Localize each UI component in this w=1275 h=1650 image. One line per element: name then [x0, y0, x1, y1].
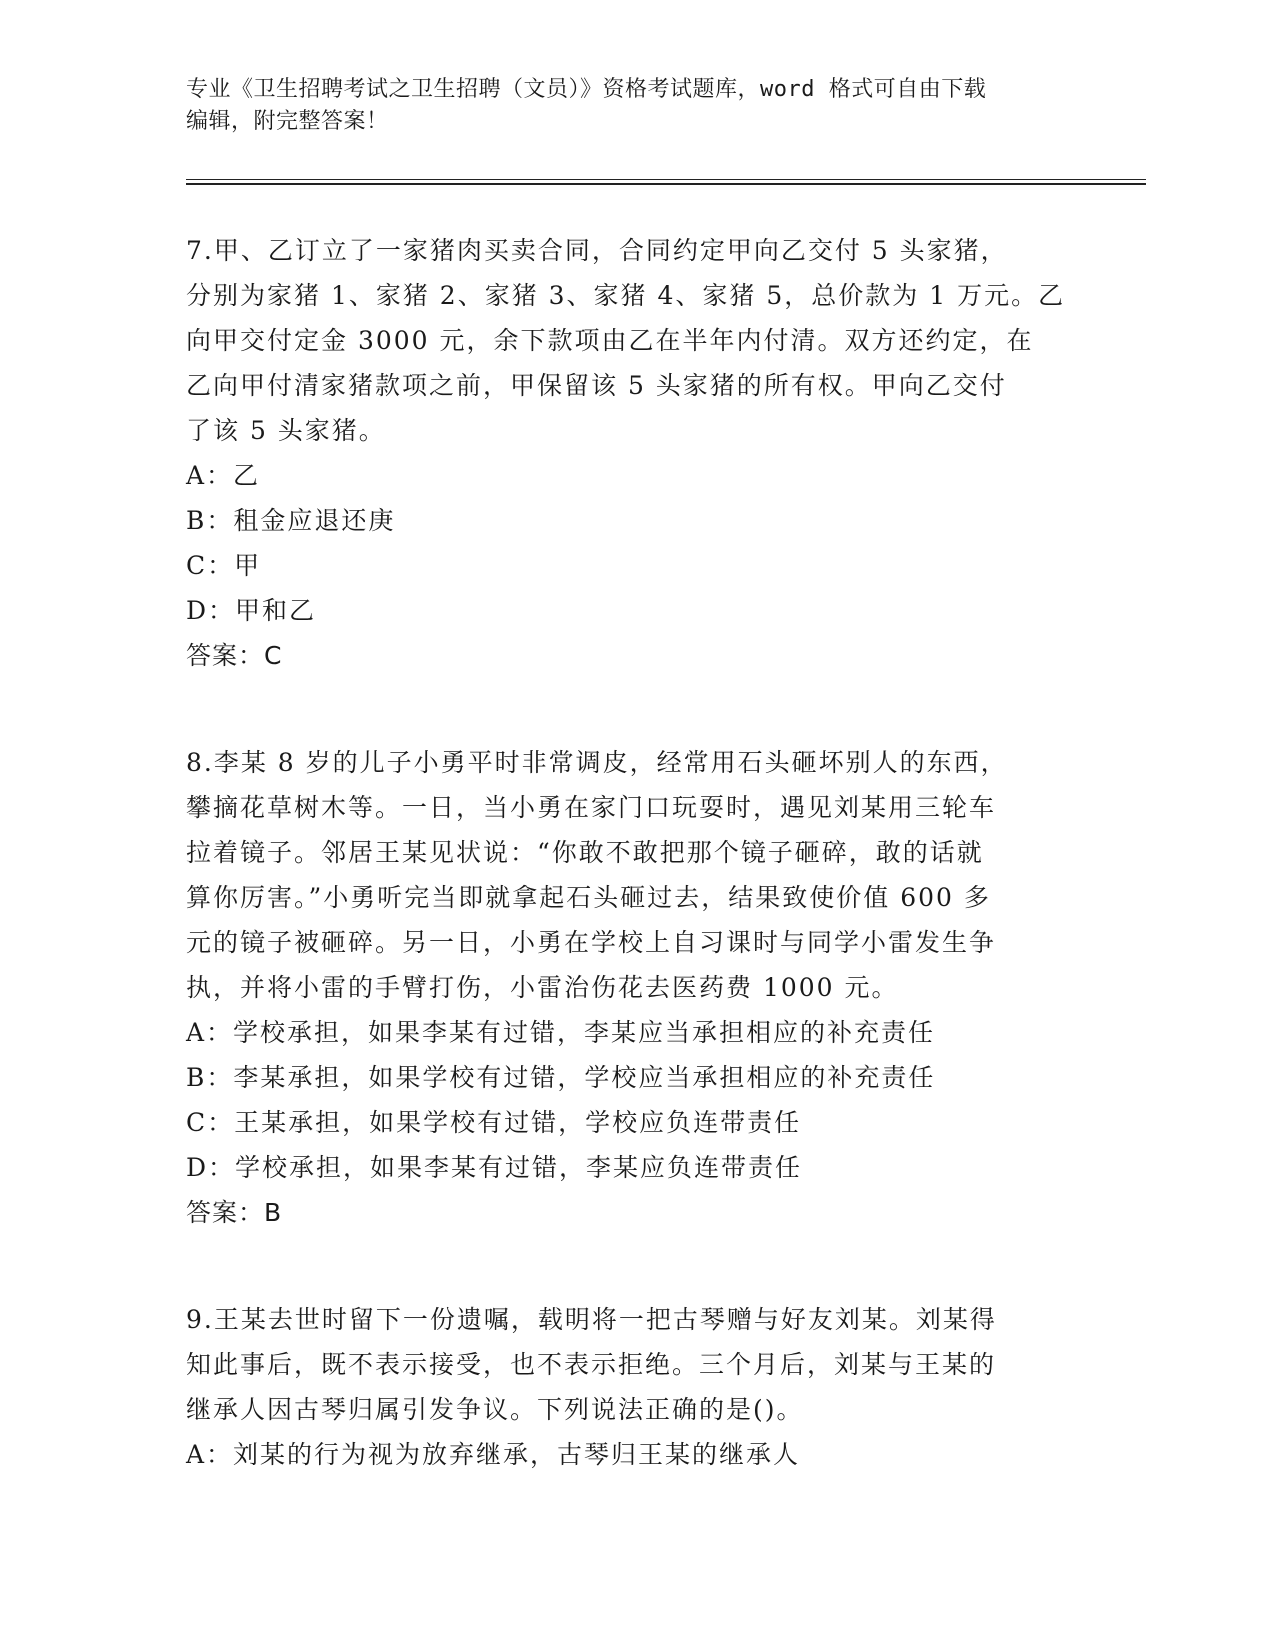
document-header	[186, 74, 1086, 138]
option-c: C：王某承担，如果学校有过错，学校应负连带责任	[186, 1108, 802, 1137]
question-stem-line: 知此事后，既不表示接受，也不表示拒绝。三个月后，刘某与王某的	[186, 1350, 997, 1379]
question-stem-line: 元的镜子被砸碎。另一日，小勇在学校上自习课时与同学小雷发生争	[186, 928, 997, 957]
question-stem-line: 向甲交付定金 3000 元，余下款项由乙在半年内付清。双方还约定，在	[186, 326, 1034, 355]
question-stem-line: 拉着镜子。邻居王某见状说：“你敢不敢把那个镜子砸碎，敢的话就	[186, 838, 984, 867]
header-line-2: 编辑，附完整答案！	[186, 109, 389, 134]
question-stem-line: 9.王某去世时留下一份遗嘱，载明将一把古琴赠与好友刘某。刘某得	[186, 1305, 997, 1334]
question-stem-line: 8.李某 8 岁的儿子小勇平时非常调皮，经常用石头砸坏别人的东西，	[186, 748, 1008, 777]
answer-label: 答案：C	[186, 641, 283, 670]
question-stem-line: 分别为家猪 1、家猪 2、家猪 3、家猪 4、家猪 5，总价款为 1 万元。乙	[186, 281, 1066, 310]
option-c: C：甲	[186, 551, 262, 580]
question-stem-line: 了该 5 头家猪。	[186, 416, 386, 445]
option-a: A：乙	[186, 461, 261, 490]
question-8	[186, 740, 1086, 1235]
header-line-1: 专业《卫生招聘考试之卫生招聘（文员）》资格考试题库，word 格式可自由下载	[186, 77, 987, 102]
option-a: A：学校承担，如果李某有过错，李某应当承担相应的补充责任	[186, 1018, 936, 1047]
option-a: A：刘某的行为视为放弃继承，古琴归王某的继承人	[186, 1440, 801, 1469]
header-divider	[186, 179, 1146, 185]
question-spacer	[186, 1235, 1086, 1297]
question-stem-line: 乙向甲付清家猪款项之前，甲保留该 5 头家猪的所有权。甲向乙交付	[186, 371, 1007, 400]
option-d: D：学校承担，如果李某有过错，李某应负连带责任	[186, 1153, 803, 1182]
option-b: B：李某承担，如果学校有过错，学校应当承担相应的补充责任	[186, 1063, 936, 1092]
option-b: B：租金应退还庚	[186, 506, 396, 535]
answer-label: 答案：B	[186, 1198, 283, 1227]
option-d: D：甲和乙	[186, 596, 317, 625]
question-stem-line: 7.甲、乙订立了一家猪肉买卖合同，合同约定甲向乙交付 5 头家猪，	[186, 236, 1008, 265]
question-7	[186, 228, 1086, 678]
question-spacer	[186, 678, 1086, 740]
question-stem-line: 继承人因古琴归属引发争议。下列说法正确的是()。	[186, 1395, 804, 1424]
question-9	[186, 1297, 1086, 1477]
question-list	[186, 228, 1086, 1477]
question-stem-line: 算你厉害。”小勇听完当即就拿起石头砸过去，结果致使价值 600 多	[186, 883, 991, 912]
question-stem-line: 执，并将小雷的手臂打伤，小雷治伤花去医药费 1000 元。	[186, 973, 899, 1002]
question-stem-line: 攀摘花草树木等。一日，当小勇在家门口玩耍时，遇见刘某用三轮车	[186, 793, 997, 822]
